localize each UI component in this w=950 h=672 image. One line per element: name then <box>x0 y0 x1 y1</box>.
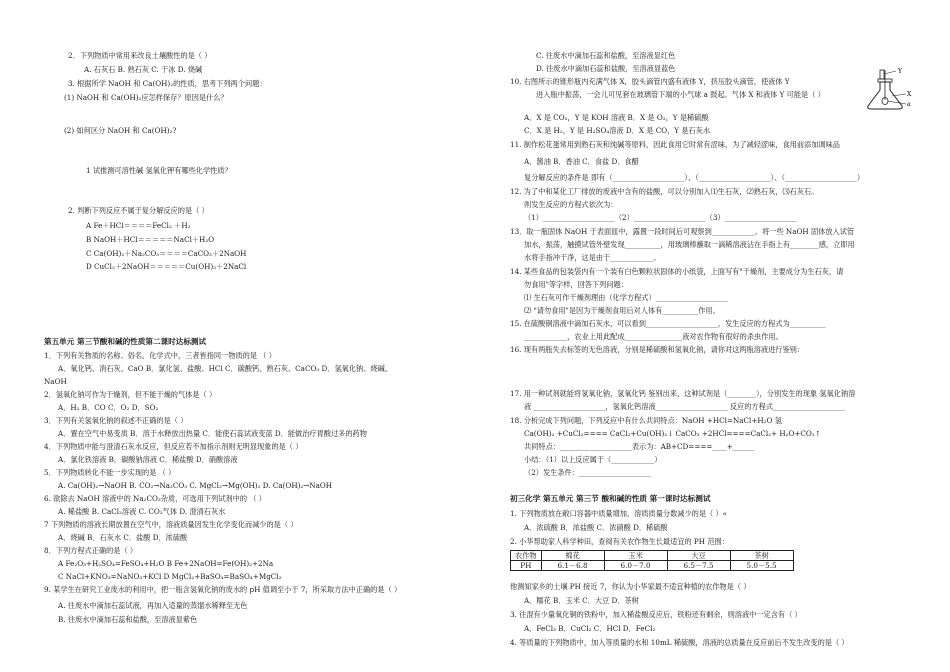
question: (1) NaOH 和 Ca(OH)₂应怎样保存？原因是什么？ <box>64 93 228 102</box>
option-line: A. 往废水中滴加石蕊试液，再加入适量的蒸馏水稀释至无色 <box>58 601 248 610</box>
question: 1. 下列物质放在敞口容器中质量增加，溶质质量分数减少的是（ ）« <box>510 509 728 518</box>
question: 1．下列有关物质的名称、俗名、化学式中，三者皆指同一物质的是 （ ） <box>44 351 276 360</box>
question: 3. 往混有少量氧化铜的铁粉中，加入稀盐酸反应后，铁粉还有剩余，则溶液中一定含有（ ） <box>510 610 802 619</box>
table-cell: 棉花 <box>541 551 604 561</box>
question: 8．下列方程式正确的是（ ） <box>44 546 138 555</box>
table-cell: 6.1－6.8 <box>541 561 604 571</box>
options: A．置在空气中易变质 B．溶于水释放出热量 C．能使石蕊试液变蓝 D．能做治疗胃酸过多的药物 <box>58 429 367 438</box>
options: A．酱油 B．香油 C．食盐 D．食醋 <box>524 157 639 166</box>
question: 15. 在硫酸铜溶液中滴加石灰水，可以看到____________________，发生反应的方程式为__________ <box>510 319 826 328</box>
label-x: X <box>907 91 912 98</box>
options: NaOH <box>44 377 67 386</box>
ph-table <box>510 550 794 571</box>
question: 则发生反应的方程式依次为： <box>524 200 618 209</box>
question: 3．下列有关氢氧化钠的叙述不正确的是（ ） <box>44 416 188 425</box>
question: 4．下列物质中能与澄清石灰水反应，但反应若不加指示剂则无明显现象的是（ ） <box>44 442 303 451</box>
options: A. Ca(OH)₂→NaOH B. CO₂→Na₂CO₃ C. MgCl₂→Mg(OH)₂ D. Ca(OH)₂→NaOH <box>58 481 333 490</box>
option-line: C Ca(OH)₂＋Na₂CO₃＝＝＝＝CaCO₃＋2NaOH <box>86 249 247 258</box>
question: 11. 制作松花蛋常用到熟石灰和纯碱等原料，因此食用它时常有涩味，为了减轻涩味，食用前添加调味品 <box>510 140 840 149</box>
table-row <box>511 561 794 571</box>
question: 2. 判断下列反应不属于复分解反应的是（ ） <box>68 206 209 215</box>
table-header-row <box>511 551 794 561</box>
options: A. 石灰石 B. 熟石灰 C. 干冰 D. 烧碱 <box>84 65 203 74</box>
table-cell: 茶树 <box>730 551 793 561</box>
option-line: B. 往废水中滴加石蕊和盐酸，至溶液显紫色 <box>58 615 198 624</box>
question: （2）发生条件：____________________ <box>524 468 651 477</box>
option-line: B NaOH＋HCl＝＝＝＝＝NaCl＋H₂O <box>86 235 215 244</box>
question: ⑴ 生石灰可作干燥剂理由（化学方程式）____________________ <box>524 293 728 302</box>
table-cell: 6.0－7.0 <box>604 561 667 571</box>
question: ____________，农业上用此配成________________液对农作物有很好的杀虫作用。 <box>524 332 783 341</box>
option-line: C. 往废水中滴加石蕊和盐酸，至溶液显红色 <box>536 51 676 60</box>
question: ⑵ "请勿食用"是因为干燥剂食用后对人体有__________作用。 <box>524 306 720 315</box>
option-line: D. 往废水中滴加石蕊和盐酸，至溶液显蓝色 <box>536 64 676 73</box>
options: A．X 是 CO₂，Y 是 KOH 溶液 B．X 是 O₂，Y 是稀硫酸 <box>524 113 709 122</box>
section-title: 第五单元 第三节酸和碱的性质第二课时达标测试 <box>44 337 207 346</box>
label-y: Y <box>898 68 902 75</box>
question: 5．下列物质转化不能一步实现的是 （ ） <box>44 468 176 477</box>
question: 12. 为了中和某化工厂排放的废液中含有的盐酸，可以分别加入⑴生石灰，⑵熟石灰，⑶石灰石。 <box>510 187 819 196</box>
question: 9. 某学生在研究工业废水的利用中，把一瓶含氢氧化钠的废水的 pH 值调至小于 7，所采取方法中正确的是（ ） <box>44 585 402 594</box>
options: A．FeCl₃ B．CuCl₂ C．HCl D．FeCl₂ <box>524 624 656 633</box>
flask-diagram <box>858 68 916 112</box>
question: 他测知家乡的土壤 PH 接近 7，你认为小华家最不适宜种植的农作物是（ ） <box>510 582 751 591</box>
question: 3. 根据所学 NaOH 和 Ca(OH)₂的性质，思考下列两个问题： <box>68 79 267 88</box>
table-cell: 玉米 <box>604 551 667 561</box>
table-cell: PH <box>511 561 542 571</box>
table-cell: 农作物 <box>511 551 542 561</box>
question: 1 试推测可溶性碱 氢氧化钾有哪些化学性质？ <box>86 166 232 175</box>
question: 7 下列物质的溶液长期放置在空气中，溶液质量因发生化学变化而减少的是（ ） <box>44 520 298 529</box>
options: A. 稀盐酸 B. CaCl₂溶液 C. CO₂气体 D. 澄清石灰水 <box>58 507 226 516</box>
question: 小结：（1）以上反应属于（____________） <box>524 455 662 464</box>
question: 加水，振荡，触摸试管外壁发现__________，用玻璃棒蘸取一滴稀溶液沾在手指上有________感，立即用 <box>524 240 855 249</box>
question: 16. 现有两瓶失去标签的无色溶液，分别是稀硫酸和氢氧化钠，请你对这两瓶溶液进行鉴别： <box>510 345 805 354</box>
table-cell: 6.5－7.5 <box>667 561 730 571</box>
question: 液 ____________________，氢氧化钙溶液____________________ 反应的方程式____________________ <box>524 402 845 411</box>
answer-blanks: （1）____________________（2）____________________（3）____________________ <box>524 213 797 222</box>
options: A．氯化铁溶液 B．碳酸钠溶液 C．稀盐酸 D．硝酸溶液 <box>58 455 238 464</box>
option-line: A Fe₂O₃+H₂SO₄=FeSO₄+H₂O B Fe+2NaOH=Fe(OH)₂+2Na <box>58 559 274 568</box>
question: 14. 某些食品的包装袋内有一个装有白色颗粒状固体的小纸袋，上面写有"干燥剂，主要成分为生石灰，请 <box>510 267 844 276</box>
options: C．X 是 H₂，Y 是 H₂SO₄溶液 D．X 是 CO，Y 是石灰水 <box>524 126 711 135</box>
options: A．烧碱 B．石灰水 C．盐酸 D．浓硫酸 <box>58 533 188 542</box>
label-a: a <box>907 101 911 108</box>
options: A．H₂ B．CO C．O₂ D．SO₂ <box>58 403 159 412</box>
option-line: C NaCl+KNO₃=NaNO₃+KCl D MgCl₂+BaSO₄=BaSO₄+MgCl₂ <box>58 572 282 581</box>
question: 10. 右图所示的锥形瓶内充满气体 X，胶头滴管内盛有液体 Y，挤压胶头滴管，使液体 Y <box>510 77 790 86</box>
table-cell: 5.0－5.5 <box>730 561 793 571</box>
question: 4. 等质量的下列物质中，加入等质量的水和 10mL 稀硫酸，溶液的总质量在反应前后不发生改变的是（ ） <box>510 638 849 647</box>
question: 6. 欲除去 NaOH 溶液中的 Na₂CO₃杂质，可选用下列试剂中的 （ ） <box>44 494 266 503</box>
question: 勿食用"等字样，回答下列问题： <box>524 280 628 289</box>
question: (2) 如何区分 NaOH 和 Ca(OH)₂? <box>64 126 177 135</box>
option-line: D CuCl₂＋2NaOH＝＝＝＝＝Cu(OH)₂＋2NaCl <box>86 262 247 271</box>
question: 复分解反应的条件是 即有（____________________）、（____________________）、（____________________） <box>524 173 865 182</box>
table-cell: 大豆 <box>667 551 730 561</box>
question: 共同特点：____________________表示为：AB+CD====____+______ <box>524 442 755 451</box>
question: 13．取一瓶固体 NaOH 于表面皿中，露置一段时间后可观察到____________。将一些 NaOH 固体放入试管 <box>510 227 855 236</box>
option-line: A Fe＋HCl＝＝＝＝FeCl₂ ＋H₂ <box>86 221 191 230</box>
question: 2．氢氧化钠可作为干燥剂，但不能干燥的气体是（ ） <box>44 390 217 399</box>
section-title: 初三化学 第五单元 第三节 酸和碱的性质 第一课时达标测试 <box>510 494 711 503</box>
question: 18. 分析完成下列问题，下列反应中有什么共同特点：NaOH +HCl=NaCl+H₂O 氢 <box>510 416 782 425</box>
options: A．氧化钙、消石灰、CaO B．氯化氢、盐酸、HCl C．碳酸钙、熟石灰、CaCO₃ D．氢氧化钠、烧碱、 <box>58 364 392 373</box>
question: 17. 用一种试剂就能将氢氧化钠，氢氧化钙 鉴别出来，这种试剂是（________），分别发生的现象 氢氧化钠溶 <box>510 389 856 398</box>
question: 进入瓶中振荡，一会儿可见套在玻璃管下端的小气球 a 鼓起。气体 X 和液体 Y 可能是（ ） <box>536 90 825 99</box>
question: 水将手指冲干净，这是由于____________。 <box>524 253 661 262</box>
options: A．糯花 B．玉米 C．大豆 D．茶树 <box>524 596 639 605</box>
question: 2．下列物质中常用来改良土壤酸性的是（ ） <box>68 51 212 60</box>
question: 2. 小华帮助家人科学种田，查阅有关农作物生长最适宜的 PH 范围： <box>510 537 729 546</box>
equation-line: Ca(OH)₂ +CuCl₂==== CaCl₂+Cu(OH)₂↓ CaCO₃ +2HCl====CaCl₂+ H₂O+CO₂↑ <box>524 429 821 438</box>
options: A．浓硫酸 B．浓盐酸 C．浓硝酸 D．稀硫酸 <box>524 523 668 532</box>
